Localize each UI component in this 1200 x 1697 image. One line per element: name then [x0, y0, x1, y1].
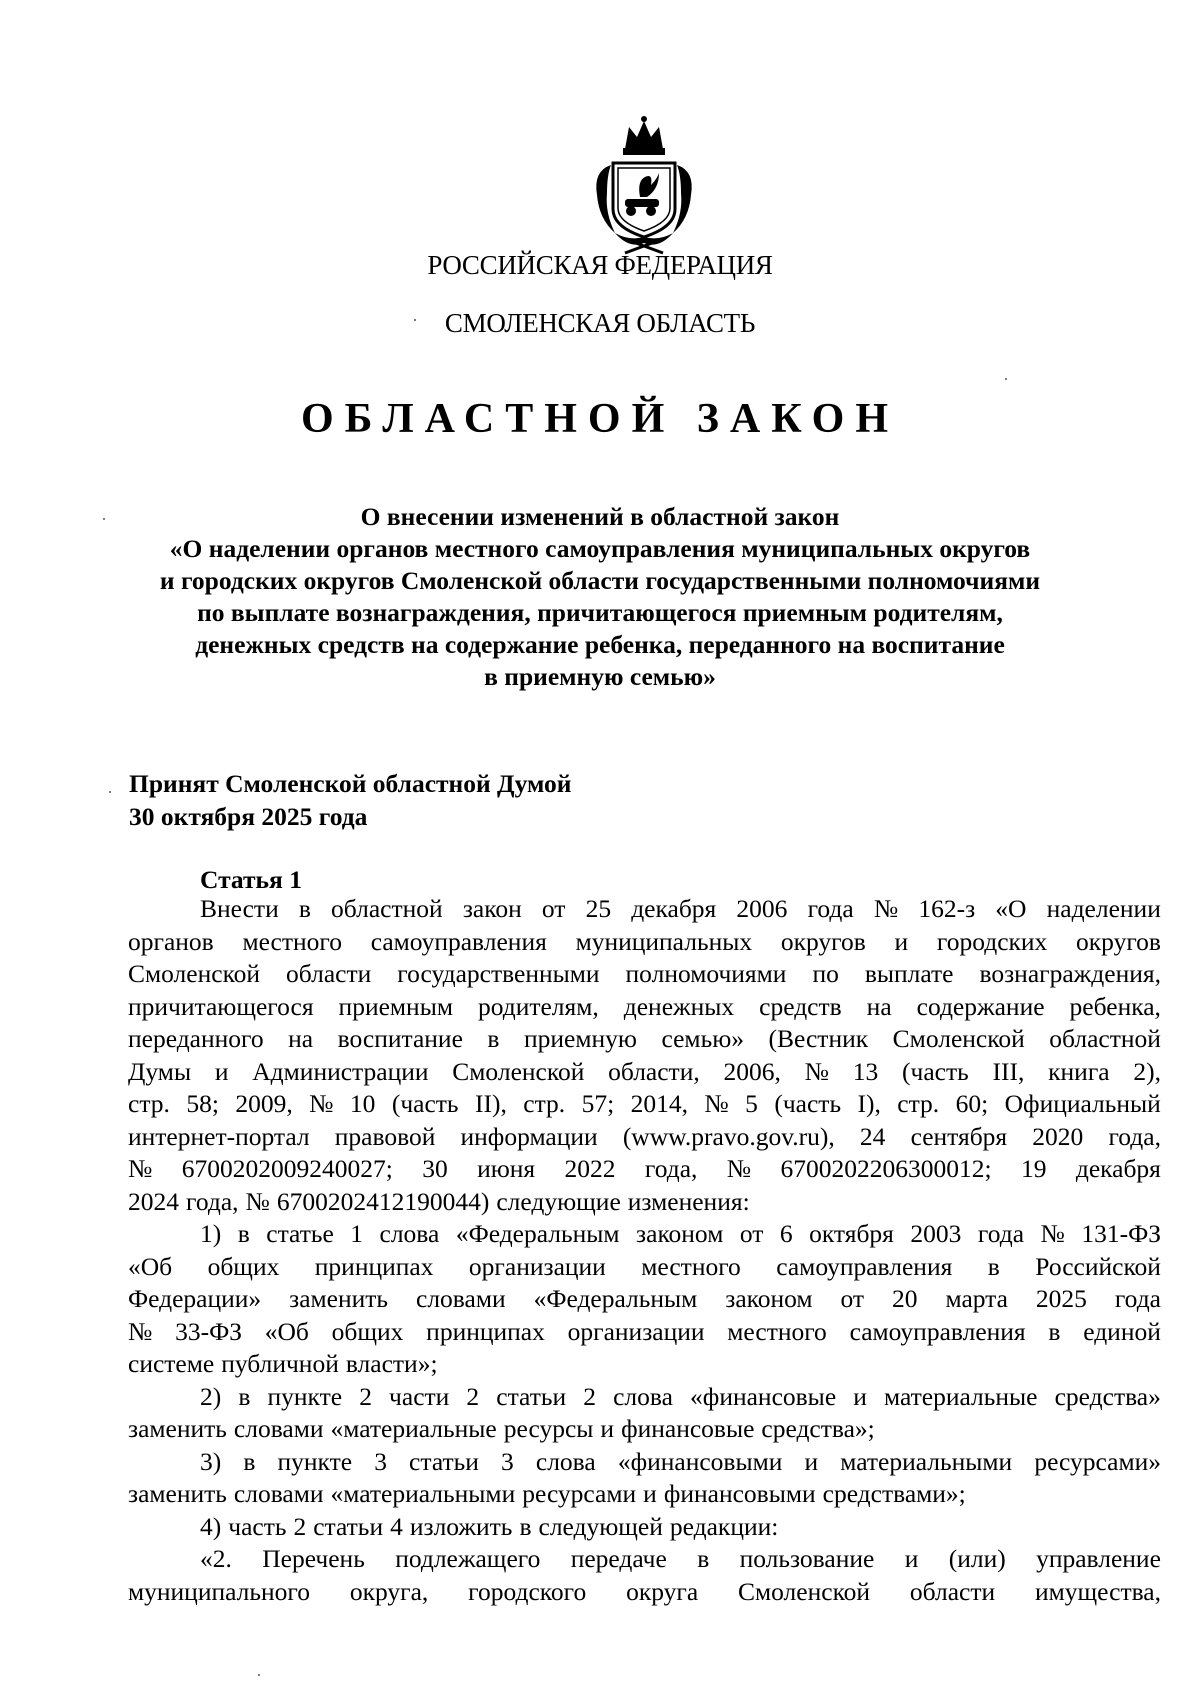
word: 30: [422, 1154, 448, 1183]
word: воспитание: [337, 1024, 463, 1053]
word: 2006,: [723, 1056, 781, 1086]
word: 2: [583, 1381, 596, 1411]
scan-speck: [1005, 378, 1007, 380]
word: 6700202206300012;: [780, 1154, 992, 1183]
word: изложить: [409, 1511, 513, 1541]
word: слова: [535, 1446, 596, 1476]
word: «О: [995, 894, 1027, 923]
word: Внести: [200, 894, 279, 923]
word: 2006: [736, 894, 788, 923]
word: 2: [359, 1381, 372, 1411]
word: 6700202009240027;: [181, 1154, 393, 1183]
paragraph-line: [128, 1088, 1161, 1121]
word: государственными: [397, 959, 600, 988]
paragraph-first-line: [128, 1381, 1161, 1414]
word: сентября: [910, 1121, 1008, 1151]
word: «Федеральным: [533, 1284, 698, 1313]
scan-speck: [258, 1674, 260, 1676]
word: выплате: [864, 959, 954, 988]
word: №: [1040, 1219, 1065, 1248]
paragraph-line: [128, 1153, 1161, 1186]
word: года: [1114, 1284, 1161, 1313]
word: округов: [1076, 926, 1161, 956]
word: имущества,: [1035, 1576, 1161, 1606]
word: 5: [745, 1089, 758, 1118]
word: декабря: [1075, 1154, 1161, 1183]
word: стр.: [128, 1089, 170, 1118]
word: области,: [608, 1056, 700, 1086]
paragraph-line: [128, 1576, 1161, 1609]
word: ресурсами»: [1034, 1446, 1161, 1476]
word: 24: [859, 1121, 886, 1151]
word: словами: [233, 1479, 324, 1508]
word: 2: [293, 1511, 307, 1541]
word: «Об: [264, 1316, 309, 1346]
word: заменить: [289, 1284, 389, 1313]
subject-line: «О наделении органов местного самоуправления муниципальных округов: [169, 534, 1031, 563]
word: от: [541, 894, 566, 923]
word: и: [804, 1446, 819, 1476]
paragraph-line: [128, 958, 1161, 991]
word: подлежащего: [395, 1544, 541, 1573]
word: законом: [636, 1219, 724, 1248]
subject-line: денежных средств на содержание ребенка, переданного на воспитание: [195, 630, 1005, 659]
word: на: [288, 1024, 314, 1053]
paragraph-line: [128, 1478, 1161, 1511]
word: Перечень: [262, 1544, 365, 1573]
word: (Вестник: [768, 1024, 869, 1053]
word: законом: [725, 1284, 813, 1313]
paragraph-line: [128, 1283, 1161, 1316]
paragraph-line: [128, 1348, 1161, 1381]
word: и: [894, 926, 909, 956]
word: части: [389, 1381, 450, 1411]
word: 25: [585, 894, 612, 923]
word: часть: [228, 1511, 287, 1541]
article-title: Статья 1: [200, 865, 302, 894]
word: следующей: [538, 1511, 663, 1541]
word: ресурсы: [503, 1414, 594, 1443]
word: №: [726, 1154, 752, 1183]
word: власти»;: [345, 1349, 438, 1378]
word: 2),: [1133, 1056, 1161, 1086]
word: (часть: [391, 1089, 459, 1118]
country-heading: РОССИЙСКАЯ ФЕДЕРАЦИЯ: [427, 250, 773, 280]
word: 58;: [186, 1089, 219, 1118]
word: Администрации: [252, 1056, 429, 1086]
word: общих: [331, 1316, 404, 1346]
word: организации: [567, 1316, 705, 1346]
word: марта: [945, 1284, 1008, 1313]
word: полномочиями: [625, 959, 787, 988]
region-heading: СМОЛЕНСКАЯ ОБЛАСТЬ: [444, 308, 756, 338]
word: (часть: [774, 1089, 842, 1118]
word: в: [487, 1024, 500, 1053]
word: ресурсами: [522, 1479, 637, 1508]
word: «финансовыми: [617, 1446, 783, 1476]
word: причитающегося: [128, 991, 314, 1021]
word: финансовыми: [663, 1479, 816, 1508]
word: 4: [390, 1511, 403, 1541]
word: редакции:: [669, 1511, 779, 1541]
paragraph-first-line: [128, 1446, 1161, 1479]
word: стр.: [523, 1089, 566, 1118]
word: «2.: [200, 1544, 232, 1573]
word: средства»;: [761, 1414, 875, 1443]
word: Смоленской: [452, 1056, 585, 1086]
word: средствами»;: [822, 1479, 966, 1508]
word: пользование: [739, 1544, 875, 1573]
word: (часть: [902, 1056, 969, 1086]
word: местного: [242, 926, 342, 956]
word: №: [309, 1089, 334, 1118]
word: 2020: [1032, 1121, 1084, 1151]
word: правовой: [334, 1121, 436, 1151]
word: в: [243, 1446, 256, 1476]
word: самоуправления: [370, 926, 547, 956]
paragraph-first-line: [128, 893, 1161, 926]
word: Смоленской: [738, 1576, 871, 1606]
word: по: [812, 959, 839, 988]
word: единой: [1083, 1316, 1161, 1346]
word: года,: [1108, 1121, 1161, 1151]
word: средства»: [1054, 1381, 1161, 1411]
word: системе: [128, 1349, 215, 1378]
word: общих: [207, 1251, 280, 1281]
word: словами: [233, 1414, 324, 1443]
word: и: [600, 1414, 615, 1443]
word: №: [245, 1186, 270, 1216]
word: округа,: [349, 1576, 429, 1606]
word: ребенка,: [1069, 991, 1161, 1021]
word: октября: [809, 1219, 894, 1248]
word: приемную: [524, 1024, 637, 1053]
word: 1): [200, 1219, 222, 1248]
word: «финансовые: [690, 1381, 837, 1411]
word: организации: [468, 1251, 606, 1281]
scan-speck: [414, 319, 416, 321]
word: 131-ФЗ: [1081, 1219, 1161, 1248]
word: Российской: [1035, 1251, 1161, 1281]
word: принципах: [314, 1251, 434, 1281]
adoption-body: Принят Смоленской областной Думой: [129, 769, 572, 798]
word: «материальные: [330, 1414, 497, 1443]
word: родителям,: [477, 991, 599, 1021]
word: Смоленской: [892, 1024, 1025, 1053]
word: наделении: [1046, 894, 1161, 923]
word: 3): [200, 1446, 222, 1476]
word: (www.pravo.gov.ru),: [622, 1121, 835, 1151]
word: 13: [852, 1056, 879, 1086]
smolensk-coat-of-arms-icon: [585, 115, 703, 255]
word: статьи: [496, 1381, 567, 1411]
word: слова: [613, 1381, 673, 1411]
word: I),: [857, 1089, 881, 1118]
word: «Об: [128, 1251, 173, 1281]
subject-line: О внесении изменений в областной закон: [360, 502, 840, 531]
paragraph-line: [128, 1186, 1161, 1219]
word: II),: [474, 1089, 507, 1118]
adoption-note: [129, 767, 571, 833]
word: 2003: [910, 1219, 962, 1248]
word: Смоленской: [128, 959, 261, 988]
word: Официальный: [1004, 1089, 1161, 1118]
word: содержание: [916, 991, 1045, 1021]
word: в: [697, 1544, 710, 1573]
word: пункте: [277, 1446, 353, 1476]
word: №: [704, 1089, 729, 1118]
word: органов: [128, 926, 214, 956]
word: книга: [1048, 1056, 1110, 1086]
word: №: [804, 1056, 829, 1086]
word: 2022: [564, 1154, 616, 1183]
word: и: [643, 1479, 657, 1508]
word: слова: [379, 1219, 440, 1248]
word: и: [904, 1544, 919, 1573]
paragraph-first-line: [128, 1511, 1161, 1544]
word: закон: [462, 894, 522, 923]
word: 60;: [955, 1089, 989, 1118]
word: и: [853, 1381, 867, 1411]
word: информации: [460, 1121, 598, 1151]
word: 19: [1020, 1154, 1047, 1183]
word: 2009,: [235, 1089, 293, 1118]
word: в: [237, 1219, 250, 1248]
paragraph-line: [128, 991, 1161, 1024]
word: №: [128, 1154, 153, 1183]
word: публичной: [221, 1349, 339, 1378]
word: в: [238, 1381, 251, 1411]
word: городских: [936, 926, 1048, 956]
scan-speck: [109, 791, 111, 793]
paragraph-line: [128, 1023, 1161, 1056]
word: 162-з: [918, 894, 976, 923]
paragraph-first-line: [128, 1543, 1161, 1576]
word: 3: [501, 1446, 514, 1476]
word: округов: [780, 926, 866, 956]
paragraph-line: [128, 1413, 1161, 1446]
word: Федерации»: [128, 1284, 262, 1313]
word: декабря: [631, 894, 717, 923]
word: стр.: [897, 1089, 940, 1118]
word: переданного: [128, 1024, 264, 1053]
word: управление: [1036, 1544, 1161, 1573]
word: статьи: [313, 1511, 384, 1541]
word: №: [873, 894, 899, 923]
word: 6700202412190044): [276, 1186, 490, 1216]
word: средств: [759, 991, 842, 1021]
word: местного: [641, 1251, 741, 1281]
word: муниципальных: [575, 926, 753, 956]
word: 4): [200, 1511, 222, 1541]
word: самоуправления: [776, 1251, 953, 1281]
word: статьи: [409, 1446, 479, 1476]
word: на: [866, 991, 892, 1021]
word: в: [519, 1511, 532, 1541]
paragraph-first-line: [128, 1218, 1161, 1251]
subject-line: по выплате вознаграждения, причитающегося приемным родителям,: [197, 598, 1003, 627]
word: финансовые: [621, 1414, 755, 1443]
paragraph-line: [128, 926, 1161, 959]
scan-speck: [103, 518, 105, 520]
word: в: [987, 1251, 1000, 1281]
paragraph-line: [128, 1316, 1161, 1349]
adoption-date: 30 октября 2025 года: [129, 802, 368, 831]
word: изменения:: [627, 1186, 750, 1216]
word: принципах: [426, 1316, 545, 1346]
word: от: [739, 1219, 764, 1248]
word: местного: [727, 1316, 827, 1346]
word: 57;: [581, 1089, 615, 1118]
word: словами: [416, 1284, 506, 1313]
word: округа: [626, 1576, 699, 1606]
paragraph-line: [128, 1251, 1161, 1284]
word: 3: [374, 1446, 387, 1476]
article-body: [128, 893, 1161, 1608]
word: 2: [466, 1381, 480, 1411]
word: заменить: [128, 1414, 227, 1443]
word: №: [128, 1316, 153, 1346]
word: Думы: [128, 1056, 192, 1086]
word: передаче: [570, 1544, 667, 1573]
word: области: [286, 959, 372, 988]
paragraph-line: [128, 1121, 1161, 1154]
word: (или): [948, 1544, 1006, 1573]
word: денежных: [623, 991, 735, 1021]
word: материальными: [840, 1446, 1013, 1476]
word: 1: [350, 1219, 364, 1248]
word: области: [909, 1576, 996, 1606]
word: интернет-портал: [128, 1121, 310, 1151]
word: приемным: [338, 991, 453, 1021]
word: года: [807, 894, 854, 923]
subject-line: в приемную семью»: [484, 662, 716, 691]
word: и: [214, 1056, 229, 1086]
word: III,: [992, 1056, 1025, 1086]
subject-line: и городских округов Смоленской области государственными полномочиями: [159, 566, 1041, 595]
word: муниципального: [128, 1576, 310, 1606]
word: заменить: [128, 1479, 227, 1508]
paragraph-line: [128, 1056, 1161, 1089]
word: вознаграждения,: [979, 959, 1161, 988]
word: года: [977, 1219, 1025, 1248]
word: июня: [477, 1154, 536, 1183]
word: следующие: [496, 1186, 621, 1216]
word: 2024: [128, 1186, 179, 1216]
word: семью»: [661, 1024, 744, 1053]
word: «материальными: [330, 1479, 516, 1508]
word: 2014,: [630, 1089, 688, 1118]
word: 2): [200, 1381, 222, 1411]
word: в: [298, 894, 311, 923]
word: пункте: [267, 1381, 343, 1411]
word: материальные: [884, 1381, 1038, 1411]
word: статье: [266, 1219, 334, 1248]
word: городского: [468, 1576, 587, 1606]
word: от: [840, 1284, 865, 1313]
word: 20: [892, 1284, 918, 1313]
word: 10: [349, 1089, 376, 1118]
word: областной: [1049, 1024, 1161, 1053]
word: 6: [779, 1219, 793, 1248]
document-type-title: ОБЛАСТНОЙ ЗАКОН: [300, 396, 900, 442]
law-subject: [0, 501, 1200, 693]
word: «Федеральным: [455, 1219, 620, 1248]
word: самоуправления: [849, 1316, 1026, 1346]
word: областной: [331, 894, 443, 923]
word: в: [1048, 1316, 1061, 1346]
word: 2025: [1035, 1284, 1087, 1313]
word: года,: [186, 1186, 239, 1216]
word: года,: [644, 1154, 698, 1183]
word: 33-ФЗ: [175, 1316, 243, 1346]
